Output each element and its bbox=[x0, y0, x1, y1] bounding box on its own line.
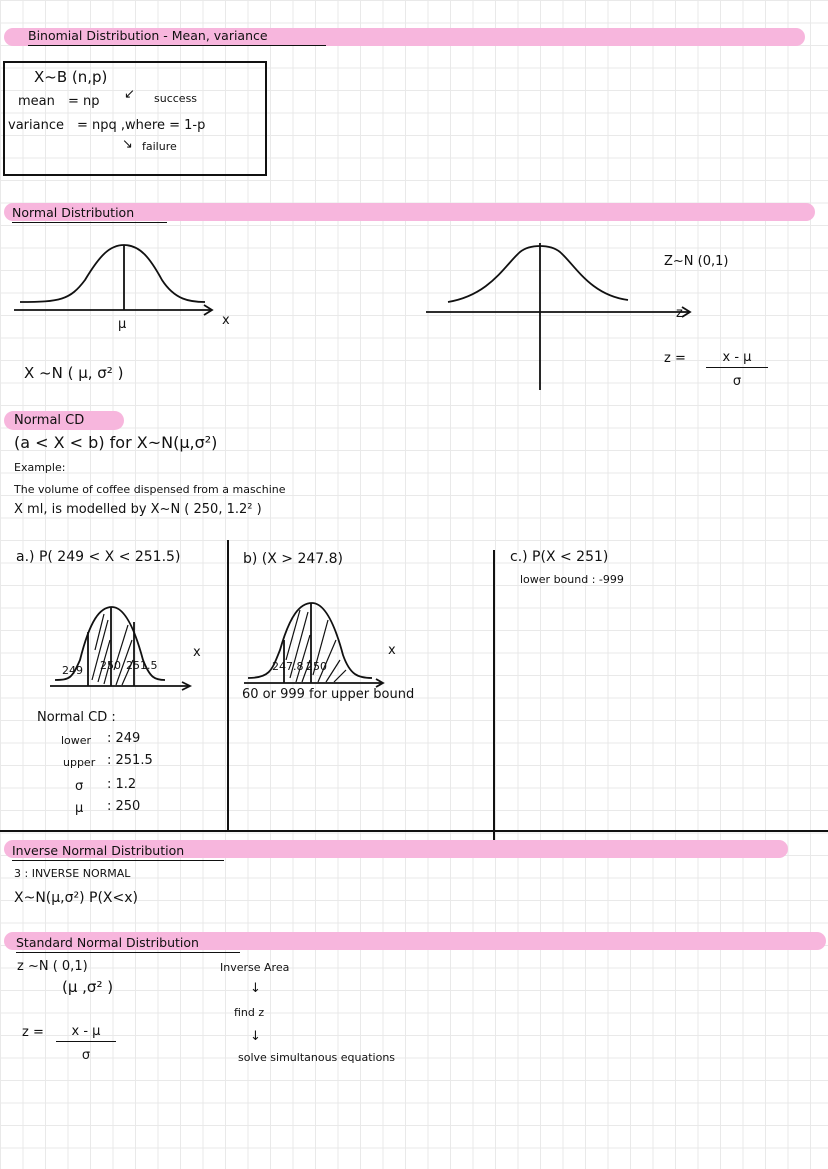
standard-line-1: z ~N ( 0,1) bbox=[17, 959, 88, 974]
part-a-label-251-5: 251.5 bbox=[126, 659, 158, 672]
inverse-line-1: 3 : INVERSE NORMAL bbox=[14, 867, 131, 880]
example-label: Example: bbox=[14, 461, 66, 474]
down-arrow-icon: ↓ bbox=[250, 1029, 261, 1044]
flow-step-2: find z bbox=[234, 1006, 265, 1019]
arrow-icon: ↙ bbox=[124, 87, 135, 102]
left-x-axis-label: x bbox=[222, 313, 230, 328]
calc-mu-key: μ bbox=[75, 801, 84, 816]
arrow-icon: ↘ bbox=[122, 137, 133, 152]
part-a-shading bbox=[92, 614, 133, 685]
flow-step-3: solve simultanous equations bbox=[238, 1051, 396, 1064]
example-line-1: The volume of coffee dispensed from a maschine bbox=[14, 483, 286, 496]
calc-mu-value: : 250 bbox=[107, 799, 141, 814]
standard-heading: Standard Normal Distribution bbox=[16, 935, 240, 953]
column-divider-1 bbox=[227, 540, 229, 832]
right-normal-notation: Z~N (0,1) bbox=[664, 254, 729, 269]
failure-note: failure bbox=[142, 140, 177, 153]
variance-formula: = npq ,where = 1-p bbox=[77, 118, 206, 133]
part-a-title: a.) P( 249 < X < 251.5) bbox=[16, 549, 181, 565]
calc-lower-key: lower bbox=[61, 734, 92, 747]
down-arrow-icon: ↓ bbox=[250, 981, 261, 996]
flow-step-1: Inverse Area bbox=[220, 961, 290, 974]
z-fraction bbox=[706, 350, 768, 389]
right-z-axis-label: z bbox=[676, 306, 683, 321]
part-b-axis-label: x bbox=[388, 643, 396, 658]
standard-z-denominator: σ bbox=[81, 1048, 91, 1063]
mean-label: mean bbox=[18, 94, 55, 109]
part-b-label-250: 250 bbox=[306, 660, 327, 673]
left-bell-curve bbox=[20, 245, 205, 302]
part-a-axis-label: x bbox=[193, 645, 201, 660]
normal-cd-condition: (a < X < b) for X~N(μ,σ²) bbox=[14, 433, 218, 452]
part-a-calc-title: Normal CD : bbox=[37, 710, 116, 725]
part-c-note: lower bound : -999 bbox=[520, 573, 624, 586]
success-note: success bbox=[154, 92, 198, 105]
part-b-title: b) (X > 247.8) bbox=[243, 551, 344, 567]
part-b-label-247-8: 247.8 bbox=[272, 660, 304, 673]
column-divider-2 bbox=[493, 550, 495, 840]
calc-sigma-key: σ bbox=[75, 779, 84, 794]
z-numerator: x - μ bbox=[706, 350, 768, 368]
normal-heading: Normal Distribution bbox=[12, 205, 167, 223]
standard-line-2: (μ ,σ² ) bbox=[62, 978, 114, 996]
variance-label: variance bbox=[8, 118, 64, 133]
right-bell-curve bbox=[448, 246, 628, 302]
standard-z-fraction bbox=[56, 1024, 116, 1063]
binomial-heading: Binomial Distribution - Mean, variance bbox=[28, 28, 326, 46]
part-a-label-249: 249 bbox=[62, 664, 83, 677]
example-line-2: X ml, is modelled by X~N ( 250, 1.2² ) bbox=[14, 502, 262, 517]
part-a-label-250: 250 bbox=[100, 659, 121, 672]
normal-cd-heading: Normal CD bbox=[14, 413, 85, 428]
section-divider bbox=[0, 830, 828, 832]
calc-upper-value: : 251.5 bbox=[107, 753, 153, 768]
z-formula-lhs: z = bbox=[664, 351, 686, 366]
inverse-heading: Inverse Normal Distribution bbox=[12, 843, 224, 861]
inverse-line-2: X~N(μ,σ²) P(X<x) bbox=[14, 890, 138, 906]
calc-sigma-value: : 1.2 bbox=[107, 777, 137, 792]
standard-z-lhs: z = bbox=[22, 1025, 44, 1040]
standard-z-numerator: x - μ bbox=[56, 1024, 116, 1042]
calc-lower-value: : 249 bbox=[107, 731, 141, 746]
part-b-note: 60 or 999 for upper bound bbox=[242, 687, 415, 702]
binomial-notation: X~B (n,p) bbox=[34, 68, 108, 86]
calc-upper-key: upper bbox=[63, 756, 96, 769]
mean-formula: = np bbox=[68, 94, 100, 109]
z-denominator: σ bbox=[732, 374, 742, 389]
part-c-title: c.) P(X < 251) bbox=[510, 549, 609, 565]
left-normal-notation: X ~N ( μ, σ² ) bbox=[24, 364, 124, 382]
left-mu-label: μ bbox=[118, 317, 127, 332]
